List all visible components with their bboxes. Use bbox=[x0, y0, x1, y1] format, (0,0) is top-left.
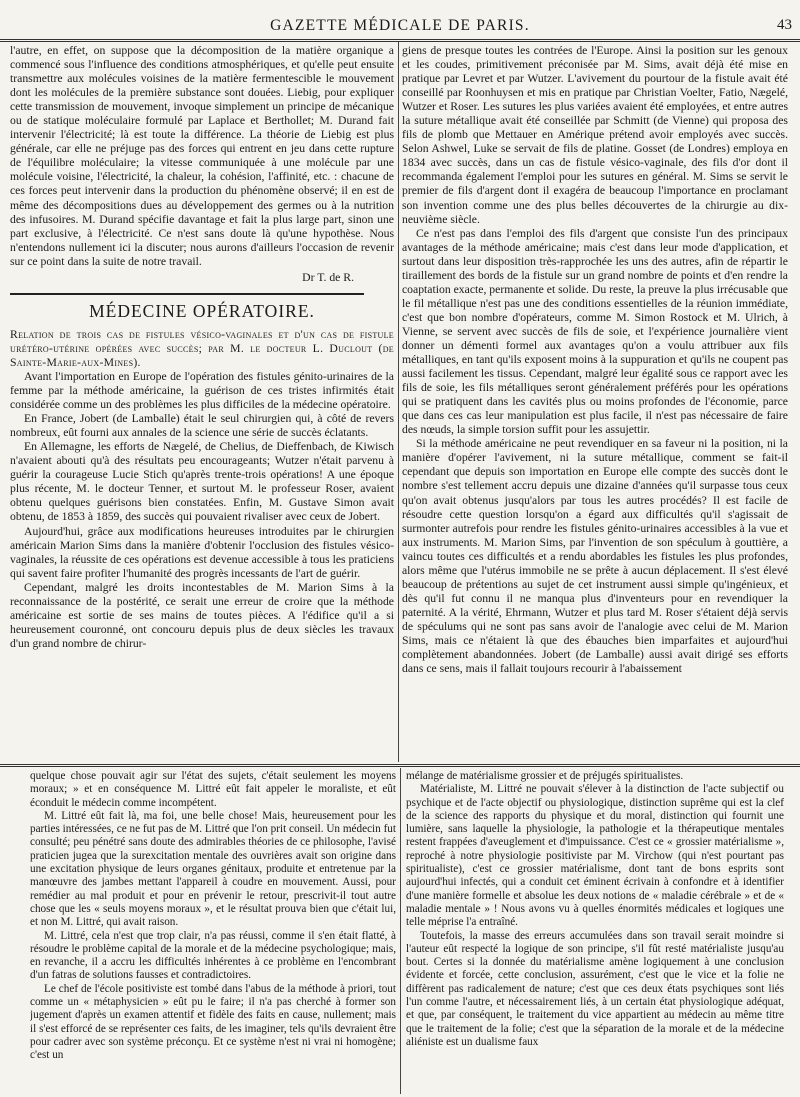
feuilleton-paragraph: mélange de matérialisme grossier et de préjugés spiritualistes. bbox=[406, 770, 684, 782]
header-rule bbox=[0, 39, 800, 42]
feuilleton-paragraph: Le chef de l'école positiviste est tombé dans l'abus de la méthode à priori, tout comme un « métaphysicien » eût pu le faire; il n'a pas cherché à former son jugement d'après un examen attentif et fidèle des faits en cause, nullement; mais il s'est efforcé de se représenter ces faits, de les imaginer, tels qu'ils devraient être pour cadrer avec son système préconçu. Et ce système n'est ni vrai ni homogène; c'est un bbox=[30, 982, 396, 1062]
article-heading: Relation de trois cas de fistules vésico-vaginales et d'un cas de fistule urétéro-utérine opérées avec succès; par M. le docteur L. Duclout (de Sainte-Marie-aux-Mines). bbox=[10, 327, 394, 369]
feuilleton-paragraph: Matérialiste, M. Littré ne pouvait s'élever à la distinction de l'acte subjectif ou psychique et de l'acte objectif ou physiologique, distinction suprême qui est la clef de la science des rapports du physique et du moral, distinction qui fournit une lumière, sans laquelle la physiologie, la pathologie et la thérapeutique mentales restent frappées d'aveuglement et d'impuissance. C'est ce « grossier matérialisme », reproché à notre physiologie positiviste par M. Virchow (qui n'est pourtant pas spiritualiste), c'est ce grossier matérialisme, dont tant de bons esprits sont aujourd'hui infectés, qui a conduit cet éminent écrivain à confondre et à identifier d'une manière formelle et absolue les deux notions de « maladie cérébrale » et de « maladie mentale » ! Nous avons vu à quelles énormités médicales et logiques une telle méprise l'a entraîné. bbox=[406, 783, 784, 929]
article-paragraph: Cependant, malgré les droits incontestables de M. Marion Sims à la reconnaissance de la postérité, ce serait une erreur de croire que la méthode américaine est sortie de ses mains de toutes pièces. A l'édifice qu'il a si heureusement couronné, ont concouru depuis plus de deux siècles les travaux d'un grand nombre de chirur- bbox=[10, 580, 394, 650]
bottom-left-column bbox=[30, 770, 396, 1092]
journal-title: GAZETTE MÉDICALE DE PARIS. bbox=[270, 17, 530, 34]
feuilleton-paragraph: M. Littré eût fait là, ma foi, une belle chose! Mais, heureusement pour les parties intéressées, ce ne fut pas de M. Littré que l'on prit conseil. Un médecin fut consulté; peu pénétré sans doute des admirables théories de ce philosophe, l'avisé praticien jugea que la surexcitation mentale des ouvrières avait son origine dans une excitation physique de leurs organes génitaux, produite et entretenue par la manœuvre des jambes mettant l'appareil à coudre en mouvement. Aussi, pour remédier au mal produit et pour en prévenir le retour, prescrivit-il tout autre chose que les « seuls moyens moraux », et le résultat prouva bien que c'était lui, et non M. Littré, qui avait raison. bbox=[30, 809, 396, 929]
page-number: 43 bbox=[777, 17, 792, 33]
intro-paragraph: l'autre, en effet, on suppose que la décomposition de la matière organique a commencé sous l'influence des conditions atmosphériques, et qu'elle peut ensuite transmettre aux molécules voisines de la matière fermentescible le mouvement dont les molécules de la première substance sont douées. Liebig, pour expliquer cette transmission de mouvement, invoque simplement un principe de mécanique ou de statique moléculaire formulé par Laplace et Berthollet; M. Durand fait intervenir l'électricité; là est toute la différence. La théorie de Liebig est plus générale, car elle ne préjuge pas des forces qui entrent en jeu dans cette rupture de l'équilibre moléculaire; la vitesse communiquée à une molécule par une molécule voisine, l'électricité, la chaleur, la cohésion, l'affinité, etc. : chacune de ces forces peut intervenir dans la production du phénomène observé; il en est de même des décompositions dues au développement des germes ou à la nutrition des infusoires. M. Durand spécifie davantage et fait la plus large part, sinon une part exclusive, à l'électricité. Ce n'est sans doute là qu'une hypothèse. Nous n'entendons nullement ici la discuter; nous aurons d'ailleurs l'occasion de revenir sur ce point dans la suite de notre travail. bbox=[10, 44, 394, 268]
article-paragraph: giens de presque toutes les contrées de l'Europe. Ainsi la position sur les genoux et les coudes, primitivement préconisée par M. Sims, avait déjà été mise en pratique par Levret et par Wutzer. L'avivement du pourtour de la fistule avait été conseillé par Roonhuysen et mis en pratique par Christian Voelter, Fatio, Nægelé, Wutzer et Roser. Les sutures les plus variées avaient été employées, et entre autres la suture métallique avait été conseillée par Schmitt (de Vienne) qui proposa des fils de plomb que Mettauer en Amérique prétend avoir employés avec succès. Selon Ashwel, Luke se servait de fils de platine. Gosset (de Londres) employa en 1834 avec succès, dans un cas de fistule vésico-vaginale, des fils d'or dont il recommanda également l'emploi pour les sutures en général. M. Sims se servit le premier de fils d'argent dont il exagéra de beaucoup l'importance en proclamant son invention comme une des plus belles découvertes de la chirurgie au dix-neuvième siècle. bbox=[402, 44, 788, 226]
bottom-right-column bbox=[406, 770, 784, 1092]
column-rule bbox=[398, 42, 399, 762]
feuilleton-paragraph: Toutefois, la masse des erreurs accumulées dans son travail serait moindre si l'auteur eût respecté la logique de son principe, s'il fût resté matérialiste jusqu'au bout. Certes si la donnée du matérialisme amène logiquement à une conclusion évidente et forcée, cette conclusion, assurément, c'est que le vice et la folie ne diffèrent pas radicalement de nature; c'est que ces deux états psychiques sont liés l'un comme l'autre, et nécessairement liés, à un certain état physiologique adéquat, et que, par conséquent, le traitement du vice appartient au médecin au même titre que le traitement de la folie; c'est que la séparation de la morale et de la médecine aliéniste est un dualisme faux bbox=[406, 929, 784, 1048]
page-header bbox=[0, 17, 800, 39]
page-divider bbox=[0, 764, 800, 767]
article-paragraph: En France, Jobert (de Lamballe) était le seul chirurgien qui, à côté de revers nombreux, eût fourni aux annales de la science une série de succès éclatants. bbox=[10, 412, 394, 440]
article-paragraph: Avant l'importation en Europe de l'opération des fistules génito-urinaires de la femme par la méthode américaine, la guérison de ces tristes infirmités était considérée comme un des problèmes les plus difficiles de la médecine opératoire. bbox=[10, 369, 394, 412]
article-paragraph: Si la méthode américaine ne peut revendiquer en sa faveur ni la position, ni la manière d'opérer l'avivement, ni la suture métallique, comment se fait-il cependant que depuis son importation en Europe elle compte des succès dont le nombre s'est tellement accru depuis une dizaine d'années qu'il surpasse tous ceux qu'on avait obtenus jusqu'alors par tous les autres procédés? Il est facile de résoudre cette question lorsqu'on a égard aux difficultés qu'il s'agissait de surmonter autrefois pour rendre les fistules génito-urinaires accessibles à la vue et aux instruments. M. Marion Sims, par l'invention de son spéculum à gouttière, a vaincu toutes ces difficultés et a rendu abordables les fistules les plus profondes, alors même que l'utérus immobile ne se prête à aucun déplacement. Il s'est élevé beaucoup de prétentions au sujet de cet instrument aussi simple qu'ingénieux, et dès qu'il fut connu il ne manqua plus d'inventeurs pour en revendiquer la paternité. A la vérité, Ehrmann, Wutzer et plus tard M. Roser s'étaient déjà servis de spéculums qui ne sont pas sans avoir de l'analogie avec celui de M. Marion Sims, mais ce n'étaient là que des ébauches bien imparfaites et aujourd'hui complètement abandonnées. Jobert (de Lamballe) aussi avait dirigé ses efforts dans ce sens, mais il fallait toujours recourir à l'abaissement bbox=[402, 437, 788, 676]
left-column bbox=[10, 44, 394, 760]
right-column bbox=[402, 44, 788, 760]
feuilleton-paragraph: quelque chose pouvait agir sur l'état des sujets, c'était seulement les moyens moraux; » et en conséquence M. Littré eût fait appeler le moraliste, et eût éconduit le médecin comme incompétent. bbox=[30, 770, 396, 809]
article-paragraph: Aujourd'hui, grâce aux modifications heureuses introduites par le chirurgien américain Marion Sims dans la manière d'obtenir l'occlusion des fistules vésico-vaginales, la réussite de ces opérations est devenue accessible à tous les praticiens qui savent faire profiter l'humanité des progrès incessants de l'art de guérir. bbox=[10, 524, 394, 580]
article-paragraph: En Allemagne, les efforts de Nægelé, de Chelius, de Dieffenbach, de Kiwisch n'avaient abouti qu'à des résultats peu encourageants; Wutzer n'était parvenu à guérir la courageuse Lucie Stich qu'après trente-trois opérations! A une époque plus récente, M. le docteur Tenner, et surtout M. le professeur Roser, avaient obtenu quelques guérisons bien constatées. Enfin, M. Gustave Simon avait obtenu, de 1853 à 1859, des succès qui pouvaient rivaliser avec ceux de Jobert. bbox=[10, 440, 394, 524]
section-title: MÉDECINE OPÉRATOIRE. bbox=[89, 300, 315, 321]
author-signature: Dr T. de R. bbox=[302, 270, 354, 284]
section-divider bbox=[10, 293, 364, 295]
article-paragraph: Ce n'est pas dans l'emploi des fils d'argent que consiste l'un des principaux avantages de la méthode américaine; mais c'est dans leur mode d'application, et surtout dans leur disposition très-rapprochée les uns des autres, afin de répartir le tiraillement des bords de la fistule sur un grand nombre de points et d'en rendre la coaptation exacte, permanente et solide. Du reste, la preuve la plus irrécusable que le fil métallique n'est pas une des conditions essentielles de la réunion immédiate, c'est que bon nombre d'opérateurs, comme M. Simon Rostock et M. Ulrich, à Vienne, se servent avec succès de fils de soie, et l'expérience journalière vient donner un démenti formel aux avantages qu'on a voulu attribuer aux fils métalliques, en tant qu'ils exposent moins à la suppuration et qu'ils ne coupent pas aussi facilement les tissus. Cependant, malgré leur égalité sous ce rapport avec les fils de soie, les fils métalliques seront généralement préférés pour les opérations qui se pratiquent dans les cavités plus ou moins profondes de l'économie, parce que dans ces cas leur manipulation est plus facile, il n'est pas nécessaire de faire des nœuds, la simple torsion suffit pour les assujettir. bbox=[402, 226, 788, 437]
feuilleton-paragraph: M. Littré, cela n'est que trop clair, n'a pas réussi, comme il s'en était flatté, à résoudre le problème capital de la morale et de la médecine psychologique; mais, en revanche, il a accru les difficultés inhérentes à ce problème en l'encombrant d'un fatras de solutions fausses et contradictoires. bbox=[30, 929, 396, 982]
column-rule bbox=[400, 768, 401, 1094]
